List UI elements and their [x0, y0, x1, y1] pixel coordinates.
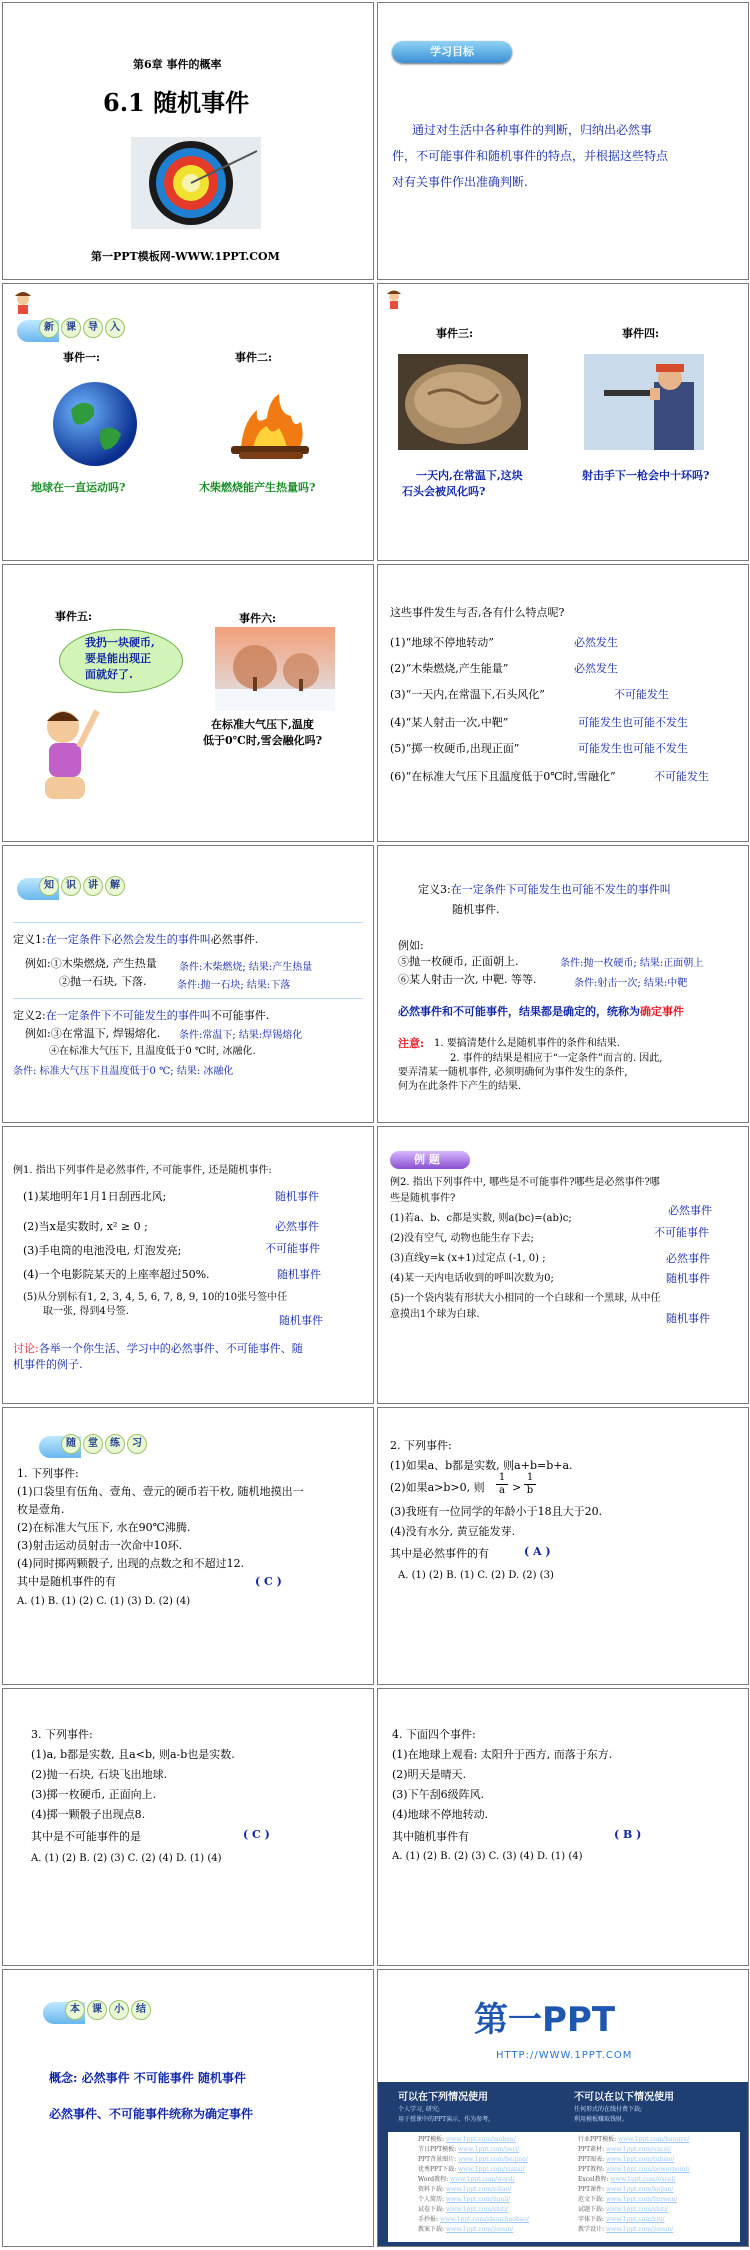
event-1-question: 地球在一直运动吗? — [31, 481, 126, 494]
feature-a-6: 不可能发生 — [654, 770, 709, 783]
snow-tree-image — [215, 627, 335, 711]
feature-q-3: (3)“一天内,在常温下,石头风化” — [390, 688, 545, 701]
slide-7-definitions — [2, 845, 374, 1123]
event-1-label: 事件一: — [63, 351, 101, 364]
ex2-q-4: (4)某一天内电话收到的呼叫次数为0; — [390, 1273, 554, 1284]
slide-15-summary — [2, 1969, 374, 2247]
q4-line-2: (2)明天是晴天. — [392, 1768, 467, 1781]
feature-q-5: (5)“掷一枚硬币,出现正面” — [390, 742, 520, 755]
brand-url: HTTP://WWW.1PPT.COM — [496, 2050, 633, 2061]
event-3-question-1: 一天内,在常温下,这块 — [416, 469, 523, 482]
q3-line-4: (4)掷一颗骰子出现点8. — [31, 1808, 146, 1821]
ex1-q-1: (1)某地明年1月1日刮西北风; — [23, 1190, 167, 1203]
chapter-label: 第6章 事件的概率 — [133, 58, 222, 71]
q1-head: 1. 下列事件: — [17, 1467, 79, 1480]
q1-ask: 其中是随机事件的有 — [17, 1575, 116, 1588]
bubble-line-2: 要是能出现正 — [85, 652, 151, 665]
link-left: PPT模板: www.1ppt.com/moban/ — [418, 2136, 516, 2143]
q2-line-4: (4)没有水分, 黄豆能发芽. — [390, 1525, 516, 1538]
q4-answer: ( B ) — [614, 1828, 642, 1841]
goal-line-2: 件，不可能事件和随机事件的特点，并根据这些特点 — [392, 149, 669, 163]
earth-image — [51, 380, 139, 468]
slide-5-events — [2, 564, 374, 842]
note-2-line-2: 要弄清某一随机事件, 必须明确何为事件发生的条件, — [398, 1067, 628, 1078]
ex2-intro-1: 例2. 指出下列事件中, 哪些是不可能事件?哪些是必然事件?哪 — [390, 1177, 660, 1188]
feature-q-1: (1)“地球不停地转动” — [390, 636, 494, 649]
ex1-a-4: 随机事件 — [277, 1268, 321, 1281]
link-left: 试卷下载: www.1ppt.com/shiti/ — [418, 2206, 509, 2213]
ex1-a-2: 必然事件 — [275, 1220, 319, 1233]
q1-line-4: (3)射击运动员射击一次命中10环. — [17, 1539, 183, 1552]
example-6: ⑥某人射击一次, 中靶. 等等. — [398, 973, 537, 986]
ex2-a-1: 必然事件 — [668, 1204, 712, 1217]
ex1-q-2: (2)当x是实数时, x² ≥ 0 ; — [23, 1220, 148, 1233]
def-3-end: 随机事件. — [452, 903, 500, 916]
ex2-a-2: 不可能事件 — [654, 1226, 709, 1239]
event-2-label: 事件二: — [235, 351, 273, 364]
ex1-a-5: 随机事件 — [279, 1314, 323, 1327]
slide-12-practice-2 — [377, 1407, 749, 1685]
event-6-question-2: 低于0℃时,雪会融化吗? — [203, 734, 323, 747]
tag-char: 课 — [61, 318, 81, 338]
tag-char: 讲 — [83, 876, 103, 896]
ex2-q-5-line-1: (5)一个袋内装有形状大小相同的一个白球和一个黑球, 从中任 — [390, 1293, 661, 1304]
tag-char: 结 — [131, 2000, 151, 2020]
example-1-intro: 例1. 指出下列事件是必然事件, 不可能事件, 还是随机事件: — [13, 1165, 272, 1176]
q3-head: 3. 下列事件: — [31, 1728, 93, 1741]
knowledge-tag — [17, 876, 137, 902]
tag-char: 导 — [83, 318, 103, 338]
brand-logo: 第一PPT — [474, 2000, 616, 2040]
slide-4-events — [377, 283, 749, 561]
feature-a-4: 可能发生也可能不发生 — [578, 716, 688, 729]
q4-line-4: (4)地球不停地转动. — [392, 1808, 489, 1821]
link-right: PPT教程: www.1ppt.com/powerpoint/ — [578, 2166, 690, 2173]
ex1-q-4: (4)一个电影院某天的上座率超过50%. — [23, 1268, 210, 1281]
feature-a-1: 必然发生 — [574, 636, 618, 649]
ex2-a-4: 随机事件 — [666, 1272, 710, 1285]
features-intro: 这些事件发生与否,各有什么特点呢? — [390, 606, 565, 619]
slide-6-features — [377, 564, 749, 842]
q1-choices: A. (1) B. (1) (2) C. (1) (3) D. (2) (4) — [17, 1596, 191, 1607]
feature-a-5: 可能发生也可能不发生 — [578, 742, 688, 755]
divider — [13, 922, 363, 923]
fraction-operator: > — [512, 1481, 522, 1494]
page-title: 6.1 随机事件 — [103, 88, 250, 117]
q2-ask: 其中是必然事件的有 — [390, 1547, 489, 1560]
example-5: ⑤抛一枚硬币, 正面朝上. — [398, 955, 519, 968]
learning-goal-badge: 学习目标 — [392, 41, 512, 63]
q1-line-5: (4)同时掷两颗骰子, 出现的点数之和不超过12. — [17, 1557, 245, 1570]
note-2-line-1: 2. 事件的结果是相应于“一定条件”而言的. 因此, — [450, 1053, 663, 1064]
q3-line-3: (3)掷一枚硬币, 正面向上. — [31, 1788, 157, 1801]
tag-char: 入 — [105, 318, 125, 338]
target-image — [131, 137, 261, 229]
note-1: 1. 要搞清楚什么是随机事件的条件和结果. — [434, 1038, 620, 1049]
child-image — [21, 691, 101, 811]
ex2-a-3: 必然事件 — [666, 1252, 710, 1265]
slide-14-practice-4 — [377, 1688, 749, 1966]
ex1-q-3: (3)手电筒的电池没电, 灯泡发亮; — [23, 1244, 182, 1257]
tag-char: 识 — [61, 876, 81, 896]
link-right: PPT素材: www.1ppt.com/sucai/ — [578, 2146, 671, 2153]
q1-answer: ( C ) — [255, 1575, 282, 1588]
q1-line-1: (1)口袋里有伍角、壹角、壹元的硬币若干枚, 随机地摸出一 — [17, 1485, 304, 1498]
bubble-line-1: 我扔一块硬币, — [85, 636, 155, 649]
link-left: 节日PPT模板: www.1ppt.com/jieri/ — [418, 2146, 520, 2153]
fire-image — [221, 392, 319, 462]
note-2-line-3: 何为在此条件下产生的结果. — [398, 1081, 522, 1092]
slide-1-title — [2, 2, 374, 280]
q4-head: 4. 下面四个事件: — [392, 1728, 476, 1741]
example-6-note: 条件:射击一次; 结果:中靶 — [574, 978, 688, 989]
concepts-line: 概念: 必然事件 不可能事件 随机事件 — [49, 2071, 246, 2085]
summary-statement: 必然事件、不可能事件统称为确定事件 — [49, 2107, 254, 2121]
q2-choices: A. (1) (2) B. (1) C. (2) D. (2) (3) — [398, 1570, 554, 1581]
event-5-label: 事件五: — [55, 610, 93, 623]
feature-a-2: 必然发生 — [574, 662, 618, 675]
slide-11-practice-1 — [2, 1407, 374, 1685]
example-2: ②抛一石块, 下落. — [59, 975, 147, 988]
tag-char: 课 — [87, 2000, 107, 2020]
event-3-question-2: 石头会被风化吗? — [402, 485, 486, 498]
bubble-line-3: 面就好了. — [85, 668, 133, 681]
def-1: 定义1:在一定条件下必然会发生的事件叫必然事件. — [13, 933, 259, 946]
new-lesson-tag — [17, 318, 137, 344]
rock-image — [398, 354, 528, 450]
fraction-2: 1 b — [524, 1472, 536, 1497]
tag-char: 堂 — [83, 1434, 103, 1454]
summary-tag — [43, 2000, 163, 2026]
q2-head: 2. 下列事件: — [390, 1439, 452, 1452]
example-prefix: 例如: — [398, 939, 424, 952]
q2-line-3: (3)我班有一位同学的年龄小于18且大于20. — [390, 1505, 603, 1518]
q2-answer: ( A ) — [524, 1545, 551, 1558]
goal-line-1: 通过对生活中各种事件的判断，归纳出必然事 — [412, 123, 653, 137]
allowed-line-2: 用于授课中的PPT演示、作为参考。 — [398, 2116, 495, 2123]
example-4: ④在标准大气压下, 且温度低于0 ℃时, 冰融化. — [49, 1046, 256, 1057]
link-right: PPT图表: www.1ppt.com/tubiao/ — [578, 2156, 675, 2163]
q4-line-3: (3)下午刮6级阵风. — [392, 1788, 485, 1801]
q3-ask: 其中是不可能事件的是 — [31, 1830, 141, 1843]
slide-9-example-1 — [2, 1126, 374, 1404]
forbidden-head: 不可以在以下情况使用 — [574, 2092, 674, 2103]
q3-line-2: (2)抛一石块, 石块飞出地球. — [31, 1768, 168, 1781]
link-right: 教学设计: www.1ppt.com/jiaoan/ — [578, 2226, 674, 2233]
site-caption: 第一PPT模板网-WWW.1PPT.COM — [91, 250, 280, 263]
q1-line-2: 枚是壹角. — [17, 1503, 65, 1516]
link-left: Word教程: www.1ppt.com/word/ — [418, 2176, 515, 2183]
tag-char: 解 — [105, 876, 125, 896]
goal-line-3: 对有关事件作出准确判断. — [392, 175, 528, 189]
ex1-a-1: 随机事件 — [275, 1190, 319, 1203]
usage-panel — [378, 2082, 749, 2247]
q1-line-3: (2)在标准大气压下, 水在90℃沸腾. — [17, 1521, 191, 1534]
ex2-q-1: (1)若a、b、c都是实数, 则a(bc)=(ab)c; — [390, 1213, 572, 1224]
event-3-label: 事件三: — [436, 327, 474, 340]
link-left: 教案下载: www.1ppt.com/jiaoan/ — [418, 2226, 514, 2233]
cartoon-kid-icon — [382, 288, 406, 312]
ex1-q-5-line-2: 取一张, 得到4号签. — [43, 1306, 129, 1317]
shooter-image — [584, 354, 704, 450]
def-2: 定义2:在一定条件下不可能发生的事件叫不可能事件. — [13, 1009, 270, 1022]
tag-char: 知 — [39, 876, 59, 896]
link-right: PPT课件: www.1ppt.com/kejian/ — [578, 2186, 674, 2193]
feature-a-3: 不可能发生 — [614, 688, 669, 701]
practice-tag — [39, 1434, 159, 1460]
allowed-head: 可以在下列情况使用 — [398, 2092, 488, 2103]
q4-choices: A. (1) (2) B. (2) (3) C. (3) (4) D. (1) (4) — [392, 1851, 583, 1862]
slide-2-goals — [377, 2, 749, 280]
ex1-q-5-line-1: (5)从分别标有1, 2, 3, 4, 5, 6, 7, 8, 9, 10的10张号签中任 — [23, 1292, 288, 1303]
q3-answer: ( C ) — [243, 1828, 270, 1841]
fraction-1: 1 a — [496, 1472, 508, 1497]
q4-line-1: (1)在地球上观看: 太阳升于西方, 而落于东方. — [392, 1748, 613, 1761]
cartoon-kid-icon — [9, 290, 37, 318]
slide-3-intro — [2, 283, 374, 561]
slide-13-practice-3 — [2, 1688, 374, 1966]
tag-char: 练 — [105, 1434, 125, 1454]
ex2-q-2: (2)没有空气, 动物也能生存下去; — [390, 1233, 534, 1244]
ex2-a-5: 随机事件 — [666, 1312, 710, 1325]
link-left: 个人简历: www.1ppt.com/jianli/ — [418, 2196, 511, 2203]
example-1-note: 条件:木柴燃烧; 结果:产生热量 — [179, 962, 313, 973]
event-6-label: 事件六: — [239, 612, 277, 625]
tag-char: 新 — [39, 318, 59, 338]
def-3: 定义3:在一定条件下可能发生也可能不发生的事件叫 — [418, 883, 671, 896]
q3-line-1: (1)a, b都是实数, 且a<b, 则a-b也是实数. — [31, 1748, 235, 1761]
feature-q-6: (6)“在标准大气压下且温度低于0℃时,雪融化” — [390, 770, 616, 783]
slide-16-brand — [377, 1969, 749, 2247]
ex2-q-5-line-2: 意摸出1个球为白球. — [390, 1309, 480, 1320]
tag-char: 习 — [127, 1434, 147, 1454]
link-left: 资料下载: www.1ppt.com/ziliao/ — [418, 2186, 512, 2193]
q4-ask: 其中随机事件有 — [392, 1830, 469, 1843]
q3-choices: A. (1) (2) B. (2) (3) C. (2) (4) D. (1) (4) — [31, 1853, 222, 1864]
q2-line-1: (1)如果a、b都是实数, 则a+b=b+a. — [390, 1459, 573, 1472]
forbidden-line-1: 任何形式的在线付费下载; — [574, 2106, 643, 2113]
event-2-question: 木柴燃烧能产生热量吗? — [199, 481, 316, 494]
link-right: 字体下载: www.1ppt.com/ziti/ — [578, 2216, 665, 2223]
link-right: 范文下载: www.1ppt.com/fanwen/ — [578, 2196, 678, 2203]
discuss-line-2: 机事件的例子. — [13, 1358, 83, 1371]
note-label: 注意: — [398, 1037, 425, 1050]
link-right: Excel教程: www.1ppt.com/excel/ — [578, 2176, 676, 2183]
event-4-question: 射击手下一枪会中十环吗? — [582, 469, 710, 482]
slide-8-definitions — [377, 845, 749, 1123]
allowed-line-1: 个人学习, 研究; — [398, 2106, 440, 2113]
tag-char: 随 — [61, 1434, 81, 1454]
tag-char: 本 — [65, 2000, 85, 2020]
example-1: 例如:①木柴燃烧, 产生热量 — [25, 957, 157, 970]
ex2-intro-2: 些是随机事件? — [390, 1193, 456, 1204]
example-4-note: 条件: 标准大气压下且温度低于0 ℃; 结果: 冰融化 — [13, 1066, 234, 1077]
link-left: 手抄报: www.1ppt.com/shouchaobao/ — [418, 2216, 529, 2223]
feature-q-4: (4)“某人射击一次,中靶” — [390, 716, 509, 729]
example-3-note: 条件:常温下; 结果:焊锡熔化 — [179, 1030, 303, 1041]
event-6-question-1: 在标准大气压下,温度 — [211, 718, 314, 731]
discuss-line-1: 讨论:各举一个你生活、学习中的必然事件、不可能事件、随 — [13, 1342, 303, 1355]
q2-line-2: (2)如果a>b>0, 则 — [390, 1481, 485, 1494]
tag-char: 小 — [109, 2000, 129, 2020]
ex2-q-3: (3)直线y=k (x+1)过定点 (-1, 0) ; — [390, 1253, 546, 1264]
link-left: PPT背景图片: www.1ppt.com/beijing/ — [418, 2156, 528, 2163]
example-badge-label: 例 题 — [414, 1153, 440, 1166]
divider — [13, 998, 363, 999]
feature-q-2: (2)“木柴燃烧,产生能量” — [390, 662, 509, 675]
slide-10-example-2 — [377, 1126, 749, 1404]
link-right: 行业PPT模板: www.1ppt.com/hangye/ — [578, 2136, 690, 2143]
summary-line: 必然事件和不可能事件，结果都是确定的，统称为确定事件 — [398, 1005, 684, 1018]
event-4-label: 事件四: — [622, 327, 660, 340]
example-2-note: 条件:抛一石块; 结果:下落 — [177, 980, 291, 991]
link-right: 试题下载: www.1ppt.com/shiti/ — [578, 2206, 669, 2213]
forbidden-line-2: 利用模板赚取钱财。 — [574, 2116, 629, 2123]
link-left: 优秀PPT下载: www.1ppt.com/xiazai/ — [418, 2166, 525, 2173]
example-5-note: 条件:抛一枚硬币; 结果:正面朝上 — [560, 958, 704, 969]
example-3: 例如:③在常温下, 焊锡熔化. — [25, 1027, 161, 1040]
ex1-a-3: 不可能事件 — [265, 1242, 320, 1255]
